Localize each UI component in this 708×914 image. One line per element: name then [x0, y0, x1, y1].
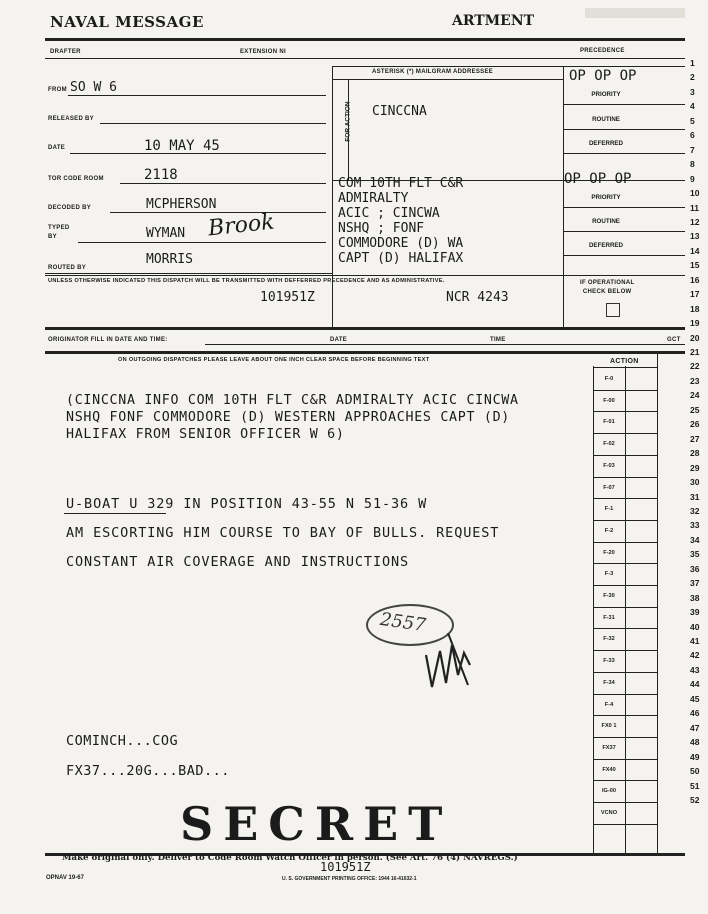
decoded-label: DECODED BY	[48, 205, 92, 211]
line-number: 17	[690, 289, 700, 300]
action-code-rule	[593, 498, 657, 499]
action-code: F-03	[603, 462, 615, 469]
unless-top-rule	[45, 275, 685, 276]
action-addressee: CINCCNA	[372, 104, 427, 119]
line-number: 48	[690, 737, 700, 748]
action-code: F-02	[603, 441, 615, 448]
action-code-rule	[593, 715, 657, 716]
action-header: ACTION	[610, 358, 639, 365]
line-number: 40	[690, 621, 700, 632]
line-number: 44	[690, 679, 700, 690]
line-number: 5	[690, 115, 695, 126]
line-number: 9	[690, 173, 695, 184]
line-number: 45	[690, 693, 700, 704]
line-number: 7	[690, 144, 695, 155]
routine-label: ROUTINE	[592, 116, 620, 123]
tor-value: 2118	[144, 167, 178, 183]
line-number: 22	[690, 361, 700, 372]
routed-label: ROUTED BY	[48, 265, 87, 271]
action-code: F-4	[604, 701, 614, 708]
action-code-rule	[593, 759, 657, 760]
released-label: RELEASED BY	[48, 116, 94, 122]
tor-line	[120, 183, 326, 184]
date-value: 10 MAY 45	[144, 138, 220, 154]
divider-precedence	[563, 66, 564, 328]
line-number: 13	[690, 231, 700, 242]
distribution-line: COMINCH...COG	[66, 733, 179, 749]
message-line: U-BOAT U 329 IN POSITION 43-55 N 51-36 W	[66, 496, 428, 512]
info-addressee: ACIC ; CINCWA	[338, 206, 440, 221]
action-code-rule	[593, 672, 657, 673]
action-code-rule	[593, 628, 657, 629]
action-code-rule	[593, 455, 657, 456]
originator-top-rule	[45, 327, 685, 330]
for-action-label: FOR ACTION	[344, 101, 352, 142]
action-code: F-33	[603, 658, 615, 665]
action-code-rule	[593, 607, 657, 608]
line-number: 31	[690, 491, 700, 502]
action-code: F-01	[603, 419, 615, 426]
line-number: 36	[690, 563, 700, 574]
info-addressee: CAPT (D) HALIFAX	[338, 251, 464, 266]
typed-label: TYPED BY	[48, 225, 70, 240]
op-info: OP OP OP	[564, 171, 632, 187]
prec-rule-1	[563, 104, 685, 105]
from-label: FROM	[48, 87, 67, 93]
prec-rule-6	[563, 255, 685, 256]
action-code-rule	[593, 737, 657, 738]
message-line: AM ESCORTING HIM COURSE TO BAY OF BULLS. REQUEST	[66, 525, 500, 541]
secret-classification: SECRET	[180, 797, 453, 851]
prec-rule-5	[563, 231, 685, 232]
dtg-value: 101951Z	[260, 290, 315, 305]
action-header-rule	[593, 367, 657, 368]
date-small-label: DATE	[330, 337, 348, 343]
decoded-line	[110, 212, 326, 213]
priority-label-2: PRIORITY	[591, 194, 621, 201]
operational-checkbox[interactable]	[606, 303, 620, 317]
action-code: F-20	[603, 549, 615, 556]
info-addressee: COMMODORE (D) WA	[338, 236, 464, 251]
action-code-rule	[593, 780, 657, 781]
info-line: HALIFAX FROM SENIOR OFFICER W 6)	[66, 427, 345, 442]
line-number: 51	[690, 780, 700, 791]
info-line: NSHQ FONF COMMODORE (D) WESTERN APPROACHES CAPT (D)	[66, 410, 510, 425]
outgoing-text: ON OUTGOING DISPATCHES PLEASE LEAVE ABOUT ONE INCH CLEAR SPACE BEFORE BEGINNING TEXT	[118, 357, 430, 363]
line-number: 8	[690, 159, 695, 170]
line-number: 30	[690, 477, 700, 488]
decoded-value: MCPHERSON	[146, 197, 217, 212]
line-number: 37	[690, 578, 700, 589]
line-number: 3	[690, 86, 695, 97]
printing-note: U. S. GOVERNMENT PRINTING OFFICE: 1944 16-41632-1	[282, 876, 417, 882]
line-number: 49	[690, 751, 700, 762]
line-number: 4	[690, 101, 695, 112]
routed-line	[45, 273, 332, 274]
line-number: 10	[690, 188, 700, 199]
action-code: F-32	[603, 636, 615, 643]
department-title: ARTMENT	[452, 13, 535, 29]
action-code: FX40	[602, 766, 616, 773]
signature: Brook	[206, 209, 276, 242]
line-number: 38	[690, 592, 700, 603]
info-addressees	[338, 176, 463, 266]
ncr-value: NCR 4243	[446, 290, 509, 305]
line-number: 47	[690, 722, 700, 733]
deferred-label: DEFERRED	[588, 140, 624, 147]
action-code-rule	[593, 477, 657, 478]
footer-instruction: Make original only. Deliver to Code Room Watch Officer in person. (See Art. 76 (4) NAVREGS.)	[62, 853, 518, 863]
stamp-number: 2557	[378, 608, 428, 637]
line-number: 23	[690, 375, 700, 386]
action-code-rule	[593, 802, 657, 803]
message-line: CONSTANT AIR COVERAGE AND INSTRUCTIONS	[66, 554, 410, 570]
line-number: 20	[690, 332, 700, 343]
line-number: 34	[690, 534, 700, 545]
header-rule	[45, 38, 685, 41]
line-number: 24	[690, 390, 700, 401]
action-col-right	[657, 353, 658, 854]
divider-center	[332, 66, 333, 328]
bottom-dtg: 101951Z	[320, 860, 371, 874]
gct-label: GCT	[667, 337, 681, 343]
form-number: OPNAV 19-67	[46, 875, 84, 881]
line-number: 27	[690, 433, 700, 444]
action-code: F-00	[603, 397, 615, 404]
action-code: VCNO	[600, 810, 618, 816]
line-number: 11	[690, 202, 699, 213]
line-number: 35	[690, 549, 700, 560]
date-label: DATE	[48, 145, 66, 151]
line-number: 18	[690, 303, 700, 314]
time-small-label: TIME	[490, 337, 506, 343]
action-code-rule	[593, 650, 657, 651]
line-number: 16	[690, 274, 700, 285]
prec-rule-3	[563, 153, 685, 154]
line-number: 26	[690, 419, 700, 430]
typed-line	[78, 242, 326, 243]
prec-rule-4	[563, 207, 685, 208]
line-number: 50	[690, 766, 700, 777]
line-number: 19	[690, 318, 700, 329]
line-number: 1	[690, 58, 695, 68]
action-code-rule	[593, 520, 657, 521]
line-number: 15	[690, 260, 700, 271]
line-number: 29	[690, 462, 700, 473]
prec-rule-2	[563, 129, 685, 130]
originator-line	[205, 344, 685, 345]
routine-label-2: ROUTINE	[592, 218, 620, 225]
action-code-rule	[593, 824, 657, 825]
uboat-underline	[64, 513, 166, 514]
form-title: NAVAL MESSAGE	[50, 13, 204, 31]
line-number: 2	[690, 72, 695, 83]
action-code: IG-00	[602, 788, 616, 795]
line-number: 14	[690, 245, 700, 256]
line-number: 21	[690, 347, 700, 357]
line-number: 46	[690, 708, 700, 719]
distribution-line: FX37...20G...BAD...	[66, 763, 230, 779]
line-number: 12	[690, 216, 700, 227]
action-code: F-2	[604, 527, 614, 534]
top-right-smudge	[585, 8, 685, 18]
action-code-rule	[593, 411, 657, 412]
drafter-label: DRAFTER	[50, 49, 81, 55]
action-code: F-07	[603, 484, 615, 491]
action-code-rule	[593, 585, 657, 586]
action-code: F-30	[603, 593, 615, 599]
extension-label: EXTENSION NI	[240, 49, 286, 55]
originator-label: ORIGINATOR FILL IN DATE AND TIME:	[48, 337, 168, 343]
handwritten-initials	[418, 625, 488, 700]
line-number: 6	[690, 130, 695, 141]
action-code: F-3	[604, 571, 614, 578]
info-block	[66, 392, 519, 443]
action-code-rule	[593, 433, 657, 434]
action-code-rule	[593, 563, 657, 564]
action-code: FX37	[602, 744, 616, 751]
line-number: 42	[690, 650, 700, 661]
line-number: 25	[690, 404, 700, 415]
priority-label: PRIORITY	[591, 91, 621, 98]
tor-label: TOR CODE ROOM	[48, 176, 104, 182]
asterisk-label: ASTERISK (*) MAILGRAM ADDRESSEE	[372, 69, 494, 75]
action-code: F-1	[604, 506, 614, 513]
from-value: SO W 6	[70, 80, 117, 95]
action-code: FX0 1	[601, 723, 617, 730]
drafter-rule	[45, 58, 685, 59]
op-action: OP OP OP	[569, 68, 637, 84]
precedence-label: PRECEDENCE	[580, 48, 625, 54]
asterisk-rule	[332, 66, 685, 67]
outgoing-rule	[45, 351, 685, 354]
action-code: F-34	[603, 679, 615, 686]
if-operational-label: IF OPERATIONAL CHECK BELOW	[580, 280, 635, 295]
info-addressee: ADMIRALTY	[338, 191, 409, 206]
line-number: 39	[690, 607, 700, 618]
for-action-divider	[348, 80, 349, 180]
from-line	[68, 95, 326, 96]
info-line: (CINCCNA INFO COM 10TH FLT C&R ADMIRALTY ACIC CINCWA	[66, 393, 519, 408]
line-number: 33	[690, 520, 700, 531]
line-number: 41	[690, 636, 700, 646]
info-addressee: COM 10TH FLT C&R	[338, 176, 464, 191]
info-addressee: NSHQ ; FONF	[338, 221, 425, 236]
action-code-rule	[593, 694, 657, 695]
line-number: 28	[690, 448, 700, 459]
line-number: 32	[690, 505, 700, 516]
date-line	[70, 153, 326, 154]
action-code-rule	[593, 542, 657, 543]
action-code: F-31	[603, 614, 615, 621]
line-number: 52	[690, 794, 700, 805]
released-line	[100, 123, 326, 124]
deferred-label-2: DEFERRED	[588, 242, 624, 249]
unless-text: UNLESS OTHERWISE INDICATED THIS DISPATCH WILL BE TRANSMITTED WITH DEFFERRED PRECEDENCE AND AS ADMINISTRATIVE.	[48, 278, 445, 284]
typed-value: WYMAN	[146, 226, 186, 241]
action-code-rule	[593, 390, 657, 391]
line-number: 43	[690, 664, 700, 675]
action-code: F-0	[604, 376, 614, 382]
asterisk-under	[332, 79, 563, 80]
routed-value: MORRIS	[146, 252, 193, 267]
